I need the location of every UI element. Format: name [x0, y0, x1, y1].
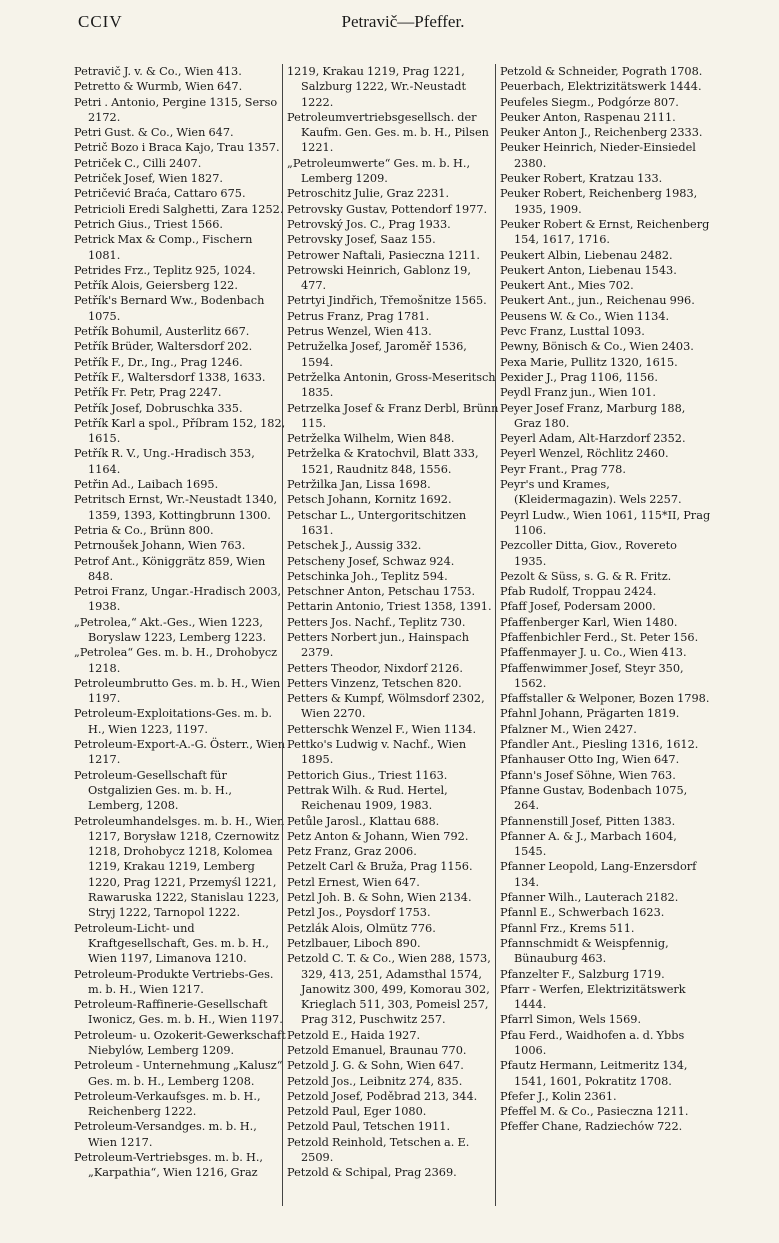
- directory-entry: Petschek J., Aussig 332.: [287, 539, 422, 553]
- directory-entry: Pfahnl Johann, Prägarten 1819.: [500, 707, 680, 721]
- directory-entry: Pfaff Josef, Podersam 2000.: [500, 600, 656, 614]
- directory-entry: Petřík Karl a spol., Příbram 152, 182, 1615.: [74, 416, 286, 446]
- directory-entry: Petzl Jos., Poysdorf 1753.: [287, 906, 431, 920]
- directory-entry: Petrus Franz, Prag 1781.: [287, 309, 430, 323]
- directory-entry: Pfann's Josef Söhne, Wien 763.: [500, 768, 676, 782]
- directory-entry: Petřík R. V., Ung.-Hradisch 353, 1164.: [74, 447, 255, 476]
- directory-entry: Pfeffer Chane, Radziechów 722.: [500, 1120, 683, 1134]
- directory-entry: Petroleum-Exploitations-Ges. m. b. H., Wien 1223, 1197.: [74, 707, 273, 736]
- directory-entry: Peyrl Ludw., Wien 1061, 115*II, Prag 1106.: [500, 508, 711, 537]
- directory-entry: Petzold J. G. & Sohn, Wien 647.: [287, 1059, 464, 1073]
- directory-entry: Petrovsky Gustav, Pottendorf 1977.: [287, 202, 488, 216]
- directory-entry: Petroleum-Verkaufsges. m. b. H., Reichenberg 1222.: [74, 1089, 261, 1119]
- directory-entry: Petzold C. T. & Co., Wien 288, 1573, 329, 413, 251, Adamsthal 1574, Janowitz 300, 499, Komorau 302, Krieglach 511, 303, Pomeisl 257, Prag 312, Puschwitz 257.: [287, 952, 491, 1027]
- directory-entry: Petzold Emanuel, Braunau 770.: [287, 1044, 467, 1057]
- directory-entry: Petřík Fr. Petr, Prag 2247.: [74, 386, 222, 400]
- directory-entry: 1219, Krakau 1219, Prag 1221, Salzburg 1222, Wr.-Neustadt 1222.: [287, 65, 467, 109]
- directory-entry: Peukert Ant., Mies 702.: [500, 279, 634, 293]
- directory-entry: Pfarr - Werfen, Elektrizitätswerk 1444.: [500, 982, 686, 1012]
- directory-entry: Peyerl Adam, Alt-Harzdorf 2352.: [500, 432, 686, 446]
- directory-entry: Pfefer J., Kolin 2361.: [500, 1089, 617, 1103]
- directory-entry: Petzold Reinhold, Tetschen a. E. 2509.: [287, 1135, 470, 1165]
- directory-entry: Petruželka Josef, Jaroměř 1536, 1594.: [287, 340, 467, 369]
- directory-entry: Petržilka Jan, Lissa 1698.: [287, 478, 431, 492]
- directory-entry: Petrželka Antonin, Gross-Meseritsch 1835.: [287, 370, 496, 400]
- directory-entry: Petri Gust. & Co., Wien 647.: [74, 126, 234, 140]
- directory-entry: Pevc Franz, Lusttal 1093.: [500, 325, 645, 339]
- directory-entry: Petters Norbert jun., Hainspach 2379.: [287, 630, 470, 660]
- directory-entry: Petzold Jos., Leibnitz 274, 835.: [287, 1074, 463, 1088]
- directory-entry: Petzold Paul, Tetschen 1911.: [287, 1120, 451, 1134]
- directory-entry: Peyerl Wenzel, Röchlitz 2460.: [500, 447, 669, 461]
- directory-entry: Petrovský Jos. C., Prag 1933.: [287, 217, 451, 231]
- directory-entry: Petrowski Heinrich, Gablonz 19, 477.: [287, 263, 471, 293]
- directory-entry: Petřík F., Dr., Ing., Prag 1246.: [74, 355, 243, 369]
- directory-entry: Pettrak Wilh. & Rud. Hertel, Reichenau 1909, 1983.: [287, 783, 448, 813]
- directory-entry: Petrower Naftali, Pasieczna 1211.: [287, 248, 480, 262]
- directory-entry: Petrnoušek Johann, Wien 763.: [74, 539, 246, 553]
- directory-entry: Pfannenstill Josef, Pitten 1383.: [500, 814, 676, 828]
- directory-entry: Petters & Kumpf, Wölmsdorf 2302, Wien 2270.: [287, 692, 485, 721]
- directory-entry: Petrič Bozo i Braca Kajo, Trau 1357.: [74, 141, 280, 155]
- directory-entry: Petrides Frz., Teplitz 925, 1024.: [74, 263, 256, 277]
- directory-entry: Pfannschmidt & Weispfennig, Bünauburg 463.: [500, 936, 669, 966]
- directory-entry: Petzold Paul, Eger 1080.: [287, 1105, 427, 1119]
- directory-entry: Peufeles Siegm., Podgórze 807.: [500, 95, 679, 109]
- directory-entry: Petřík Brüder, Waltersdorf 202.: [74, 340, 253, 354]
- directory-entry: Peyr's und Krames, (Kleidermagazin). Wels 2257.: [500, 478, 682, 507]
- directory-entry: „Petroleumwerte“ Ges. m. b. H., Lemberg 1209.: [287, 156, 471, 186]
- column-3: [500, 64, 712, 1135]
- directory-entry: Petschinka Joh., Teplitz 594.: [287, 569, 448, 583]
- directory-entry: Petrich Gius., Triest 1566.: [74, 217, 224, 231]
- directory-entry: Petretto & Wurmb, Wien 647.: [74, 80, 243, 94]
- directory-entry: Petroleum - Unternehmung „Kalusz“ Ges. m. b. H., Lemberg 1208.: [74, 1059, 283, 1088]
- directory-entry: Peukert Albin, Liebenau 2482.: [500, 248, 673, 262]
- directory-entry: Pezcoller Ditta, Giov., Rovereto 1935.: [500, 539, 677, 568]
- directory-entry: Petroi Franz, Ungar.-Hradisch 2003, 1938.: [74, 585, 282, 614]
- directory-entry: Pfau Ferd., Waidhofen a. d. Ybbs 1006.: [500, 1028, 685, 1057]
- directory-entry: Pfab Rudolf, Troppau 2424.: [500, 585, 657, 599]
- directory-entry: Petschar L., Untergoritschitzen 1631.: [287, 508, 467, 537]
- directory-entry: Pexider J., Prag 1106, 1156.: [500, 370, 658, 384]
- directory-entry: Peukert Ant., jun., Reichenau 996.: [500, 294, 695, 308]
- page-number: CCIV: [78, 12, 123, 31]
- directory-entry: „Petrolea,“ Akt.-Ges., Wien 1223, Boryslaw 1223, Lemberg 1223.: [74, 615, 267, 644]
- directory-entry: Petravič J. v. & Co., Wien 413.: [74, 65, 242, 78]
- directory-entry: Peuker Anton J., Reichenberg 2333.: [500, 126, 703, 140]
- directory-entry: Petroleum-Gesellschaft für Ostgalizien Ges. m. b. H., Lemberg, 1208.: [74, 768, 232, 813]
- directory-entry: Pfaffenmayer J. u. Co., Wien 413.: [500, 646, 687, 660]
- directory-entry: Pexa Marie, Pullitz 1320, 1615.: [500, 355, 678, 369]
- column-2: [287, 64, 499, 1181]
- directory-entry: Peuerbach, Elektrizitätswerk 1444.: [500, 80, 702, 94]
- directory-entry: Petrovsky Josef, Saaz 155.: [287, 233, 436, 247]
- directory-entry: Petriček Josef, Wien 1827.: [74, 172, 223, 186]
- directory-entry: Petria & Co., Brünn 800.: [74, 523, 214, 537]
- directory-entry: Peuker Heinrich, Nieder-Einsiedel 2380.: [500, 141, 696, 170]
- directory-entry: Petzold & Schipal, Prag 2369.: [287, 1166, 457, 1180]
- directory-entry: Petrtyi Jindřich, Třemošnitze 1565.: [287, 294, 487, 308]
- directory-entry: Pfaffstaller & Welponer, Bozen 1798.: [500, 692, 710, 706]
- directory-entry: Petzelt Carl & Bruža, Prag 1156.: [287, 860, 473, 874]
- directory-entry: Petroleumvertriebsgesellsch. der Kaufm. Gen. Ges. m. b. H., Pilsen 1221.: [287, 110, 489, 155]
- directory-entry: Petroschitz Julie, Graz 2231.: [287, 187, 450, 201]
- directory-entry: Pfannl Frz., Krems 511.: [500, 921, 635, 935]
- directory-entry: Pfaffenbichler Ferd., St. Peter 156.: [500, 630, 699, 644]
- directory-entry: Peuker Anton, Raspenau 2111.: [500, 110, 676, 124]
- directory-entry: Petroleumhandelsges. m. b. H., Wien 1217, Borysław 1218, Czernowitz 1218, Drohobycz 1218, Kolomea 1219, Krakau 1219, Lemberg 1220, Prag 1221, Przemyśl 1221, Rawaruska 1222, Stanislau 1223, Stryj 1222, Tarnopol 1222.: [74, 814, 285, 920]
- directory-entry: Petriček C., Cilli 2407.: [74, 156, 202, 170]
- directory-entry: Petters Jos. Nachf., Teplitz 730.: [287, 615, 466, 629]
- directory-entry: Petrzelka Josef & Franz Derbl, Brünn 115.: [287, 401, 499, 430]
- directory-entry: Pfanner A. & J., Marbach 1604, 1545.: [500, 829, 677, 859]
- directory-entry: Pfeffel M. & Co., Pasieczna 1211.: [500, 1105, 689, 1119]
- directory-entry: Petřík Josef, Dobruschka 335.: [74, 401, 243, 415]
- directory-entry: Petůle Jarosl., Klattau 688.: [287, 814, 440, 828]
- directory-entry: Peusens W. & Co., Wien 1134.: [500, 309, 670, 323]
- directory-entry: Pfaffenwimmer Josef, Steyr 350, 1562.: [500, 661, 684, 690]
- directory-entry: Petroleum-Produkte Vertriebs-Ges. m. b. H., Wien 1217.: [74, 967, 274, 996]
- directory-entry: Pfautz Hermann, Leitmeritz 134, 1541, 1601, Pokratitz 1708.: [500, 1059, 688, 1088]
- directory-entry: Petřík Alois, Geiersberg 122.: [74, 279, 238, 293]
- directory-entry: Petrželka & Kratochvil, Blatt 333, 1521, Raudnitz 848, 1556.: [287, 447, 479, 476]
- running-head: Petravič—Pfeffer.: [341, 12, 465, 31]
- directory-entry: Pfaffenberger Karl, Wien 1480.: [500, 615, 678, 629]
- directory-entry: Peyr Frant., Prag 778.: [500, 462, 626, 476]
- directory-entry: Petters Vinzenz, Tetschen 820.: [287, 676, 462, 690]
- directory-entry: Pettarin Antonio, Triest 1358, 1391.: [287, 600, 492, 614]
- directory-entry: Petroleum- u. Ozokerit-Gewerkschaft Niebylów, Lemberg 1209.: [74, 1028, 286, 1057]
- directory-entry: Peukert Anton, Liebenau 1543.: [500, 263, 677, 277]
- directory-entry: Petzold E., Haida 1927.: [287, 1028, 421, 1042]
- directory-entry: Pfanzelter F., Salzburg 1719.: [500, 967, 665, 981]
- directory-entry: Pezolt & Süss, s. G. & R. Fritz.: [500, 569, 672, 583]
- directory-entry: Petz Franz, Graz 2006.: [287, 845, 417, 859]
- directory-entry: Petřík's Bernard Ww., Bodenbach 1075.: [74, 294, 265, 323]
- directory-entry: Petritsch Ernst, Wr.-Neustadt 1340, 1359, 1393, Kottingbrunn 1300.: [74, 493, 278, 522]
- directory-entry: Petterschk Wenzel F., Wien 1134.: [287, 722, 477, 736]
- directory-entry: Petricioli Eredi Salghetti, Zara 1252.: [74, 202, 284, 216]
- directory-entry: Petz Anton & Johann, Wien 792.: [287, 829, 469, 843]
- directory-entry: Petřík Bohumil, Austerlitz 667.: [74, 325, 250, 339]
- directory-entry: Petroleum-Vertriebsges. m. b. H., „Karpathia“, Wien 1216, Graz: [74, 1151, 264, 1180]
- directory-entry: Pfanne Gustav, Bodenbach 1075, 264.: [500, 783, 688, 813]
- directory-entry: Petscheny Josef, Schwaz 924.: [287, 554, 455, 568]
- directory-entry: Pfanner Wilh., Lauterach 2182.: [500, 891, 679, 905]
- directory-entry: Pewny, Bönisch & Co., Wien 2403.: [500, 340, 694, 354]
- directory-entry: Petroleumbrutto Ges. m. b. H., Wien 1197.: [74, 676, 281, 706]
- column-rule: [495, 64, 496, 1206]
- directory-entry: „Petrolea“ Ges. m. b. H., Drohobycz 1218.: [74, 646, 278, 675]
- directory-entry: Petzl Ernest, Wien 647.: [287, 875, 420, 889]
- directory-entry: Petričević Braća, Cattaro 675.: [74, 187, 246, 201]
- column-1: [74, 64, 286, 1181]
- directory-entry: Pfalzner M., Wien 2427.: [500, 722, 637, 736]
- directory-entry: Peydl Franz jun., Wien 101.: [500, 386, 656, 400]
- directory-entry: Pettorich Gius., Triest 1163.: [287, 768, 448, 782]
- directory-entry: Petzold & Schneider, Pograth 1708.: [500, 65, 703, 78]
- directory-entry: Peuker Robert, Kratzau 133.: [500, 172, 663, 186]
- directory-entry: Petrick Max & Comp., Fischern 1081.: [74, 233, 253, 262]
- directory-entry: Pfarrl Simon, Wels 1569.: [500, 1013, 642, 1027]
- directory-entry: Petroleum-Export-A.-G. Österr., Wien 1217.: [74, 738, 286, 767]
- directory-entry: Petřík F., Waltersdorf 1338, 1633.: [74, 370, 266, 384]
- directory-entry: Peuker Robert & Ernst, Reichenberg 154, 1617, 1716.: [500, 217, 710, 247]
- directory-entry: Petzlák Alois, Olmütz 776.: [287, 921, 436, 935]
- directory-entry: Petroleum-Versandges. m. b. H., Wien 1217.: [74, 1120, 257, 1149]
- directory-entry: Petrus Wenzel, Wien 413.: [287, 325, 432, 339]
- directory-entry: Petri . Antonio, Pergine 1315, Serso 2172.: [74, 95, 278, 124]
- directory-entry: Peyer Josef Franz, Marburg 188, Graz 180.: [500, 401, 686, 430]
- directory-entry: Petzl Joh. B. & Sohn, Wien 2134.: [287, 891, 472, 905]
- directory-entry: Pfannl E., Schwerbach 1623.: [500, 906, 665, 920]
- page-header: [78, 12, 728, 36]
- directory-entry: Petters Theodor, Nixdorf 2126.: [287, 661, 463, 675]
- directory-entry: Pettko's Ludwig v. Nachf., Wien 1895.: [287, 738, 467, 767]
- directory-entry: Petschner Anton, Petschau 1753.: [287, 585, 476, 599]
- directory-entry: Pfanhauser Otto Ing, Wien 647.: [500, 753, 680, 767]
- directory-entry: Pfandler Ant., Piesling 1316, 1612.: [500, 738, 699, 752]
- directory-entry: Petzold Josef, Poděbrad 213, 344.: [287, 1089, 478, 1103]
- directory-entry: Petrof Ant., Königgrätz 859, Wien 848.: [74, 554, 266, 583]
- directory-entry: Petsch Johann, Kornitz 1692.: [287, 493, 452, 507]
- directory-entry: Pfanner Leopold, Lang-Enzersdorf 134.: [500, 860, 697, 889]
- directory-entry: Petzlbauer, Liboch 890.: [287, 936, 421, 950]
- directory-entry: Petrželka Wilhelm, Wien 848.: [287, 432, 455, 446]
- directory-entry: Petřin Ad., Laibach 1695.: [74, 478, 219, 492]
- directory-entry: Peuker Robert, Reichenberg 1983, 1935, 1909.: [500, 187, 698, 216]
- column-rule: [282, 64, 283, 1206]
- directory-entry: Petroleum-Licht- und Kraftgesellschaft, Ges. m. b. H., Wien 1197, Limanova 1210.: [74, 921, 269, 966]
- directory-entry: Petroleum-Raffinerie-Gesellschaft Iwonicz, Ges. m. b. H., Wien 1197.: [74, 998, 283, 1027]
